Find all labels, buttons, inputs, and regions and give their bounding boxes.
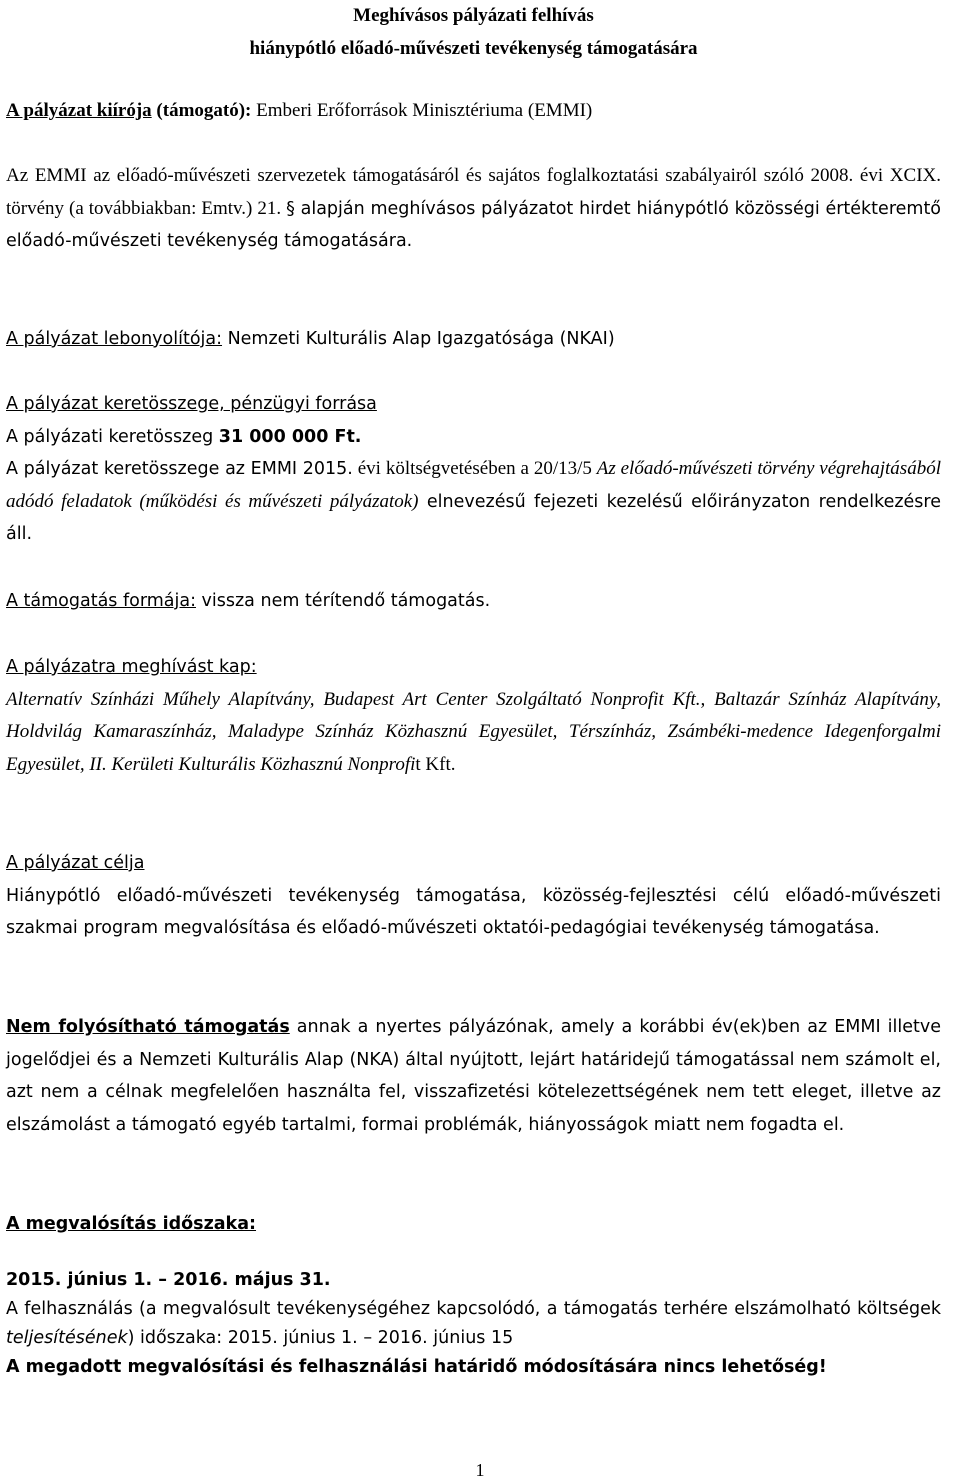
- goal-text: Hiánypótló előadó-művészeti tevékenység támogatása, közösség-fejlesztési célú előadó-művészeti szakmai program megvalósítása és előadó-művészeti oktatói-pedagógiai tevékenység támogatása.: [6, 885, 941, 938]
- budget-source-sans: A pályázat keretösszege az EMMI 2015.: [6, 459, 353, 479]
- budget-source: [6, 453, 941, 551]
- organizer-label: A pályázat lebonyolítója:: [6, 329, 223, 349]
- invitees-label: A pályázatra meghívást kap:: [6, 657, 257, 677]
- budget-source-sans-2: elnevezésű fejezeti kezelésű előirányzaton rendelkezésre áll.: [6, 491, 941, 544]
- period-usage-post: ) időszaka: 2015. június 1. – 2016. június 15: [127, 1328, 514, 1348]
- invitees-list: Alternatív Színházi Műhely Alapítvány, Budapest Art Center Szolgáltató Nonprofit Kft., Baltazár Színház Alapítvány, Holdvilág Kamaraszínház, Maladype Színház Közhasznú Egyesület, Térszínház, Zsámbéki-medence Idegenforgalmi Egyesület, II. Kerületi Kulturális Közhasznú Nonprofi: [6, 688, 941, 775]
- period-usage-italic: teljesítésének: [6, 1328, 128, 1348]
- period-heading-block: [6, 1208, 941, 1241]
- period-usage-pre: A felhasználás (a megvalósult tevékenységéhez kapcsolódó, a támogatás terhére elszámolható költségek: [6, 1299, 941, 1319]
- issuer-value: Emberi Erőforrások Minisztériuma (EMMI): [251, 100, 593, 121]
- non-transferable-label: Nem folyósítható támogatás: [6, 1017, 290, 1037]
- organizer-value: Nemzeti Kulturális Alap Igazgatósága (NKAI): [222, 329, 615, 349]
- document-title: [6, 0, 941, 65]
- intro-sans-text: § alapján meghívásos pályázatot hirdet hiánypótló közösségi értékteremtő előadó-művészeti tevékenység támogatására.: [6, 198, 942, 251]
- budget-heading: A pályázat keretösszege, pénzügyi forrása: [6, 394, 377, 414]
- non-transferable-text: annak a nyertes pályázónak, amely a korábbi év(ek)ben az EMMI illetve jogelődjei és a Nemzeti Kulturális Alap (NKA) által nyújtott, lejárt határidejű támogatással nem számolt el, azt nem a célnak megfelelően használta fel, visszafizetési kötelezettségének nem tett eleget, illetve az elszámolást a támogató egyéb tartalmi, formai problémák, hiányosságok miatt nem fogadta el.: [6, 1017, 941, 1135]
- title-line-1: Meghívásos pályázati felhívás: [353, 5, 594, 26]
- invitees-section: [6, 651, 941, 781]
- page-number: 1: [475, 1460, 485, 1480]
- form-value: vissza nem térítendő támogatás.: [195, 591, 491, 611]
- goal-section: [6, 847, 941, 945]
- period-warning-line: [6, 1353, 941, 1382]
- intro-text: Az EMMI az előadó-művészeti szervezetek támogatásáról és sajátos foglalkoztatási szabályairól szóló 2008. évi XCIX. törvény (a továbbiakban: Emtv.) 21.: [6, 165, 941, 219]
- issuer-label: A pályázat kiírója: [6, 100, 152, 121]
- budget-amount-line: [6, 421, 941, 454]
- title-line-2: hiánypótló előadó-művészeti tevékenység támogatására: [249, 37, 698, 59]
- form-paragraph: [6, 585, 941, 618]
- period-warning: A megadott megvalósítási és felhasználási határidő módosítására nincs lehetőség!: [6, 1357, 827, 1377]
- period-usage: [6, 1295, 941, 1353]
- period-heading: A megvalósítás időszaka:: [6, 1214, 257, 1234]
- organizer-paragraph: [6, 323, 941, 356]
- goal-heading: A pályázat célja: [6, 853, 145, 873]
- budget-section: [6, 388, 941, 551]
- budget-source-italic: Az előadó-művészeti törvény végrehajtásából adódó feladatok (működési és művészeti pályázatok): [6, 458, 941, 512]
- form-label: A támogatás formája:: [6, 591, 196, 611]
- issuer-label-suffix: (támogató):: [151, 100, 252, 121]
- period-dates: 2015. június 1. – 2016. május 31.: [6, 1270, 331, 1290]
- budget-amount: 31 000 000 Ft.: [218, 426, 362, 447]
- budget-amount-prefix: A pályázati keretösszeg: [6, 426, 219, 447]
- invitees-tail: t Kft.: [415, 753, 456, 775]
- invitees-list-block: [6, 684, 941, 782]
- period-dates-line: [6, 1266, 941, 1295]
- issuer-paragraph: [6, 95, 941, 128]
- non-transferable-paragraph: [6, 1011, 941, 1141]
- budget-source-text: évi költségvetésében a 20/13/5: [352, 458, 597, 479]
- intro-paragraph: [6, 160, 941, 258]
- period-details: [6, 1266, 941, 1382]
